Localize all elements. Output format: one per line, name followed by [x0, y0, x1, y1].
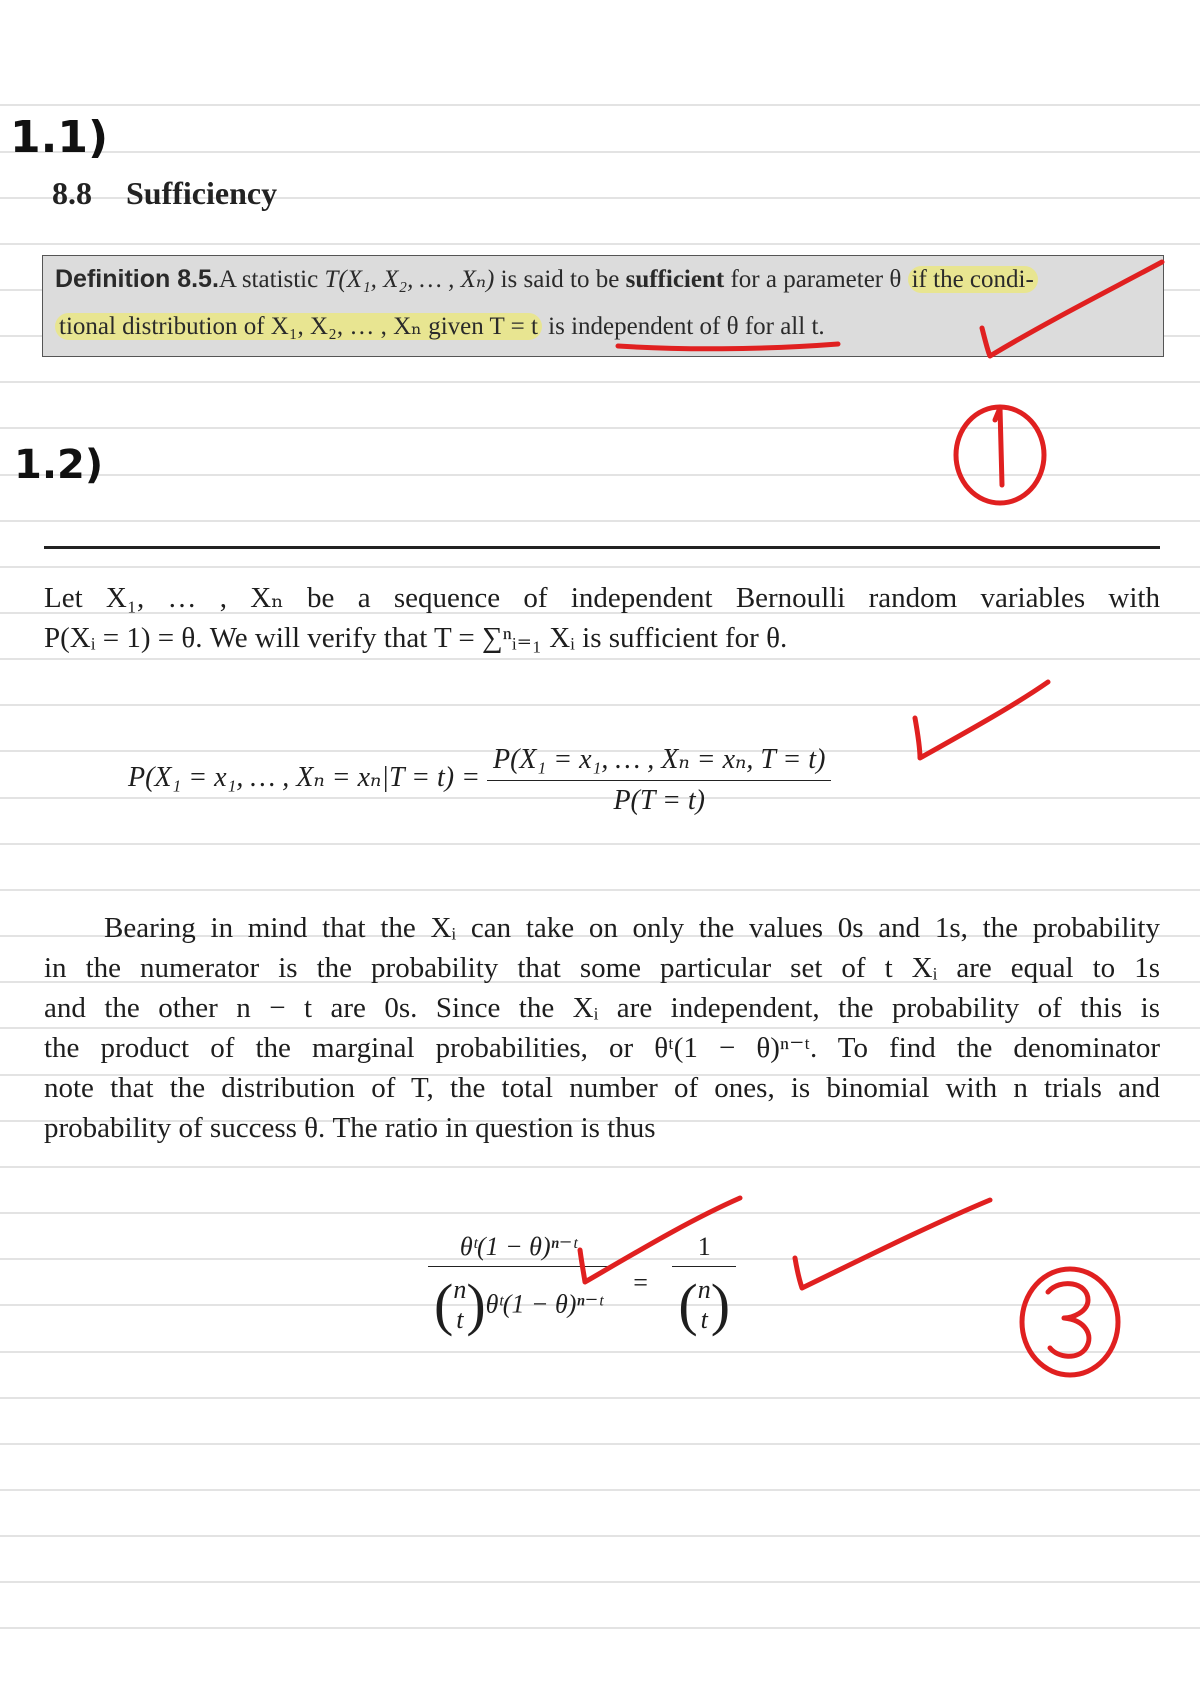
rhs-binom-top: n: [697, 1274, 711, 1304]
definition-box: [42, 255, 1164, 357]
section-number: 8.8: [52, 175, 92, 211]
binom-bottom: t: [456, 1304, 464, 1334]
example-statement: [44, 578, 1160, 658]
definition-text-a: A statistic: [218, 266, 325, 293]
equation2-denominator: ( n t )θᵗ(1 − θ)ⁿ⁻ᵗ: [434, 1272, 603, 1337]
example-line-1: Let X₁, … , Xₙ be a sequence of independent Bernoulli random variables with: [44, 582, 1160, 614]
equation2-den-rest: θᵗ(1 − θ)ⁿ⁻ᵗ: [485, 1289, 603, 1319]
definition-sufficient: sufficient: [625, 266, 725, 293]
equation2-numerator: θᵗ(1 − θ)ⁿ⁻ᵗ: [428, 1232, 609, 1267]
handwritten-label-1-1: 1.1): [10, 112, 109, 163]
section-divider: [44, 546, 1160, 549]
definition-label: Definition 8.5.: [55, 265, 219, 293]
paragraph-line: in the numerator is the probability that some particular set of t Xᵢ are equal to 1s: [44, 952, 1160, 984]
section-heading: [52, 175, 277, 212]
explanation-paragraph: [44, 908, 1160, 1148]
section-title: Sufficiency: [126, 175, 278, 211]
equation2-rhs-fraction: [672, 1232, 736, 1338]
definition-text-end: for all t.: [738, 313, 825, 340]
rhs-binom-bottom: t: [700, 1304, 708, 1334]
paragraph-line: the product of the marginal probabilities, or θᵗ(1 − θ)ⁿ⁻ᵗ. To find the denominator: [44, 1032, 1160, 1064]
example-line-2: P(Xᵢ = 1) = θ. We will verify that T = ∑ⁿᵢ₌₁ Xᵢ is sufficient for θ.: [44, 622, 788, 654]
definition-highlight-1: if the condi-: [908, 266, 1038, 293]
definition-text-b: is said to be: [494, 266, 626, 293]
definition-text-c: for a parameter θ: [724, 266, 908, 293]
definition-statistic: T(X₁, X₂, … , Xₙ): [324, 266, 495, 293]
paragraph-line: Bearing in mind that the Xᵢ can take on only the values 0s and 1s, the probability: [104, 912, 1160, 944]
definition-underlined: is independent of θ: [541, 313, 739, 340]
paragraph-line: and the other n − t are 0s. Since the Xᵢ are independent, the probability of this is: [44, 992, 1160, 1024]
equation2-lhs-fraction: [428, 1232, 609, 1338]
equation-conditional-probability: [128, 742, 831, 817]
handwritten-label-1-2: 1.2): [14, 442, 104, 488]
equation1-numerator: P(X₁ = x₁, … , Xₙ = xₙ, T = t): [487, 742, 831, 781]
paragraph-line: probability of success θ. The ratio in question is thus: [44, 1112, 656, 1144]
definition-line-2: [55, 311, 825, 341]
binom-top: n: [453, 1274, 467, 1304]
equation2-equals: =: [633, 1267, 648, 1297]
equation2-rhs-numerator: 1: [672, 1232, 736, 1267]
equation1-denominator: P(T = t): [613, 785, 705, 816]
equation1-lhs: P(X₁ = x₁, … , Xₙ = xₙ|T = t) =: [128, 761, 480, 793]
paragraph-line: note that the distribution of T, the total number of ones, is binomial with n trials and: [44, 1072, 1160, 1104]
equation-ratio: [428, 1232, 736, 1338]
definition-line-1: [55, 264, 1038, 294]
equation2-rhs-denominator: ( n t ): [678, 1272, 731, 1337]
definition-highlight-2: tional distribution of X₁, X₂, … , Xₙ given T = t: [55, 313, 542, 340]
equation1-fraction: [487, 742, 831, 817]
